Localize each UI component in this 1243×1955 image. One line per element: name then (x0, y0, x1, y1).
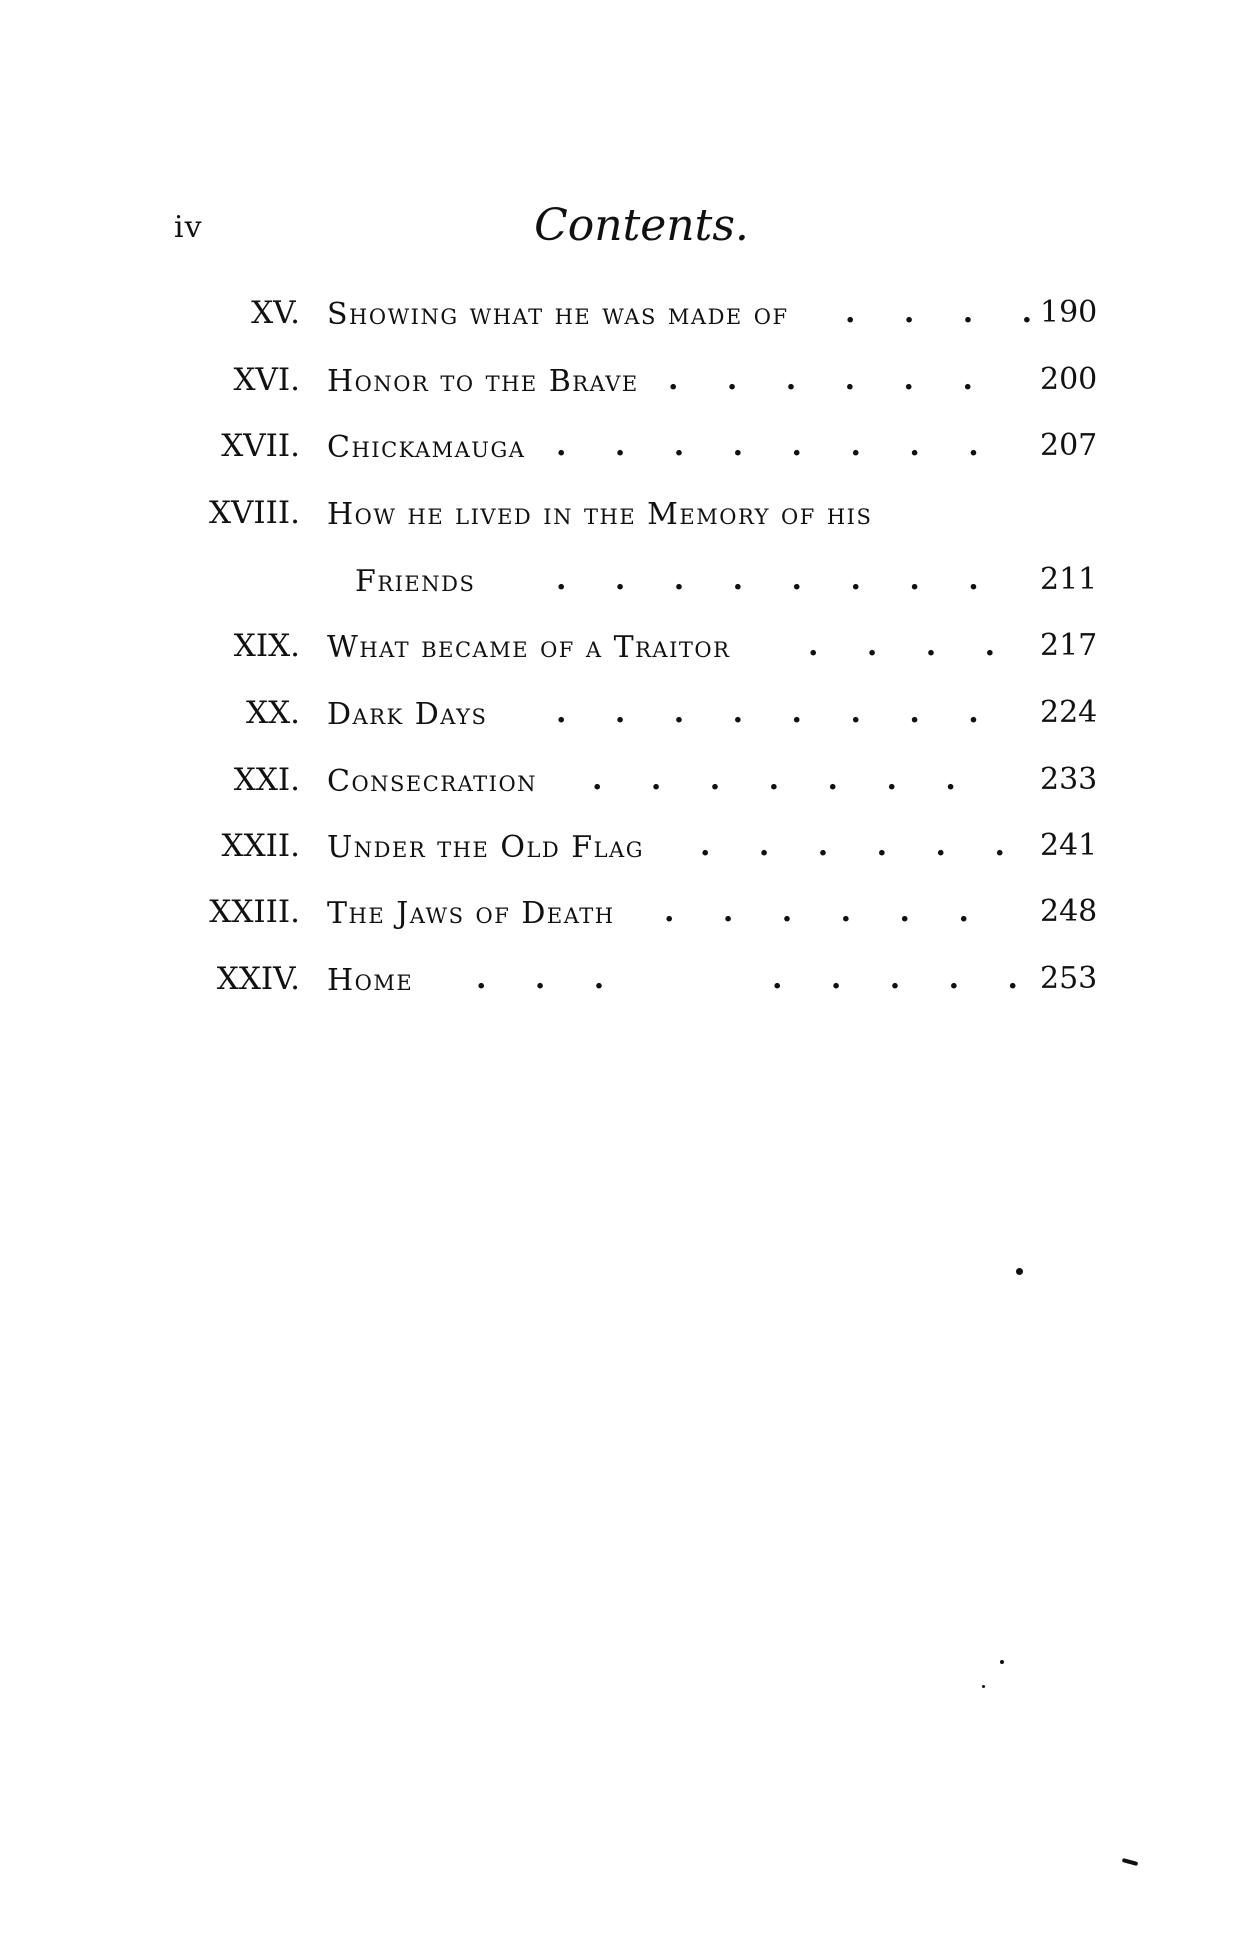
chapter-title: Under the Old Flag (327, 830, 644, 865)
print-speck (1016, 1268, 1023, 1275)
dot-leader: . . . . . (772, 961, 1018, 996)
chapter-numeral: XVII. (221, 428, 300, 464)
chapter-numeral: XXIII. (209, 894, 300, 930)
chapter-title: Consecration (327, 764, 538, 799)
print-speck (1000, 1660, 1004, 1664)
toc-entry (0, 362, 1243, 412)
dot-leader: . . . . . . (700, 828, 1005, 863)
toc-entry (0, 828, 1243, 878)
chapter-numeral: XV. (251, 295, 300, 331)
dot-leader: . . . (476, 961, 605, 996)
chapter-numeral: XXII. (221, 828, 300, 864)
chapter-numeral: XXI. (233, 762, 300, 798)
chapter-page: 211 (1040, 562, 1098, 597)
chapter-numeral: XX. (246, 695, 300, 731)
chapter-title: Chickamauga (327, 430, 526, 465)
dot-leader: . . . . . . (668, 362, 973, 397)
chapter-page: 241 (1040, 828, 1098, 863)
chapter-title: How he lived in the Memory of his (327, 497, 873, 532)
chapter-page: 190 (1040, 295, 1098, 330)
page-number: iv (174, 210, 203, 245)
toc-entry (0, 894, 1243, 944)
dot-leader: . . . . . . . . (556, 428, 979, 463)
chapter-title: Home (327, 963, 414, 998)
chapter-title: Showing what he was made of (327, 297, 789, 332)
print-speck (1122, 1858, 1138, 1866)
chapter-numeral: XXIV. (216, 961, 300, 997)
dot-leader: . . . . . . . . (556, 695, 979, 730)
chapter-title: Dark Days (327, 697, 488, 732)
toc-entry (0, 762, 1243, 812)
chapter-page: 217 (1040, 628, 1098, 663)
dot-leader: . . . . (845, 295, 1033, 330)
toc-entry-continuation (0, 562, 1243, 612)
toc-entry (0, 295, 1243, 345)
chapter-title: The Jaws of Death (327, 896, 615, 931)
chapter-title: What became of a Traitor (327, 630, 731, 665)
chapter-title-continued: Friends (355, 564, 476, 599)
toc-entry (0, 628, 1243, 678)
chapter-page: 224 (1040, 695, 1098, 730)
toc-entry (0, 695, 1243, 745)
print-speck (982, 1685, 985, 1688)
dot-leader: . . . . . . . (592, 762, 956, 797)
toc-entry (0, 495, 1243, 545)
toc-entry (0, 961, 1243, 1011)
running-title: Contents. (534, 200, 749, 251)
chapter-page: 233 (1040, 762, 1098, 797)
dot-leader: . . . . (808, 628, 996, 663)
chapter-page: 253 (1040, 961, 1098, 996)
chapter-numeral: XVI. (233, 362, 300, 398)
chapter-page: 200 (1040, 362, 1098, 397)
chapter-page: 207 (1040, 428, 1098, 463)
chapter-page: 248 (1040, 894, 1098, 929)
dot-leader: . . . . . . (664, 894, 969, 929)
dot-leader: . . . . . . . . (556, 562, 979, 597)
toc-entry (0, 428, 1243, 478)
chapter-numeral: XVIII. (208, 495, 300, 531)
chapter-title: Honor to the Brave (327, 364, 639, 399)
chapter-numeral: XIX. (233, 628, 300, 664)
